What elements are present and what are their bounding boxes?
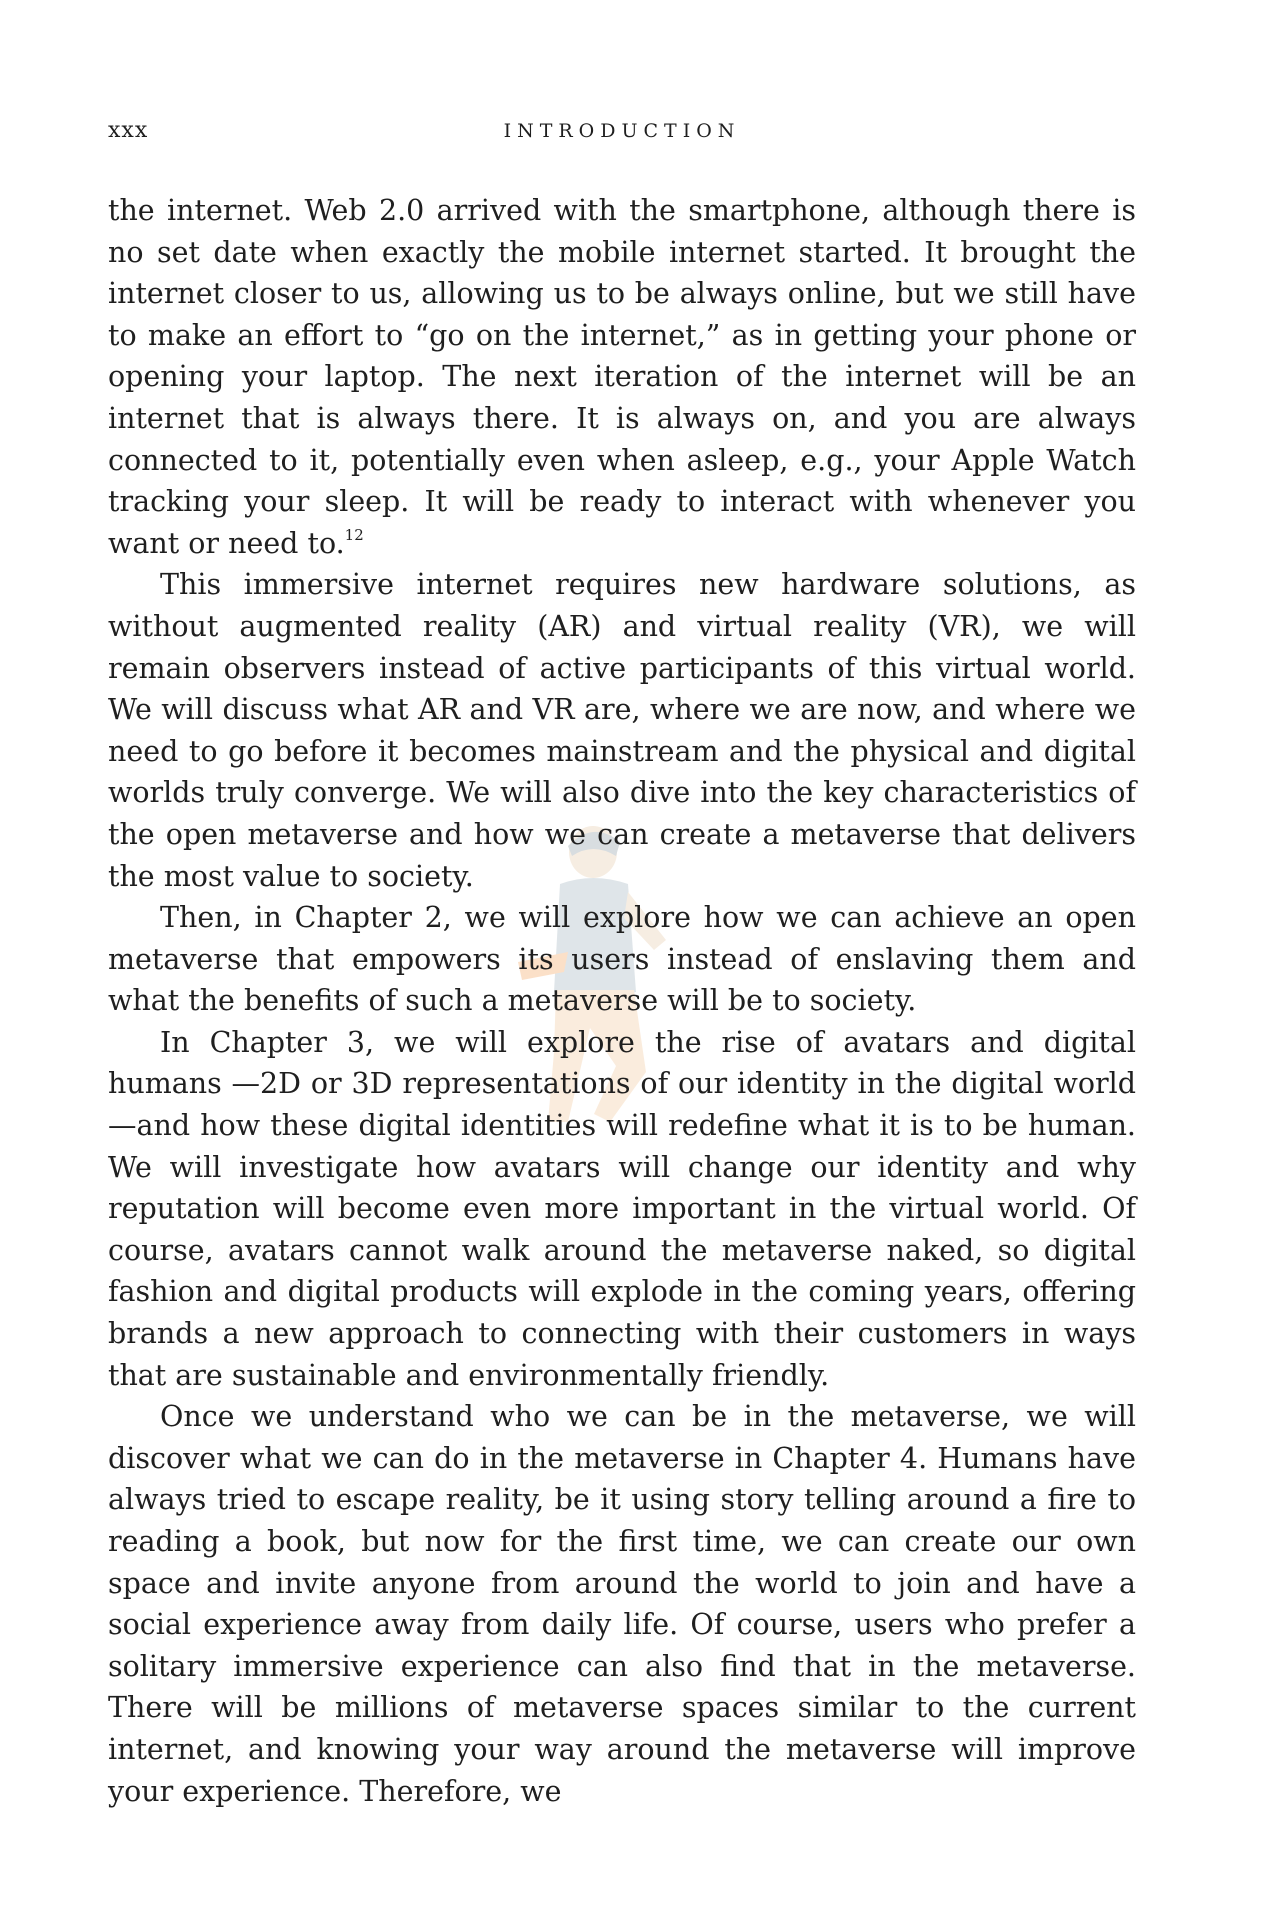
- paragraph-1-text: the internet. Web 2.0 arrived with the smartphone, although there is no set date when exactly the mobile internet started. It brought the internet closer to us, allowing us to be always online, but we still have to make an effort to “go on the internet,” as in getting your phone or opening your laptop. The next iteration of the internet will be an internet that is always there. It is always on, and you are always connected to it, potentially even when asleep, e.g., your Apple Watch tracking your sleep. It will be ready to interact with whenever you want or need to.: [108, 194, 1136, 560]
- paragraph-1: [108, 190, 1136, 564]
- body-text: [108, 190, 1136, 1812]
- running-head: [108, 118, 1136, 150]
- paragraph-4: In Chapter 3, we will explore the rise of avatars and digital humans —2D or 3D representations of our identity in the digital world—and how these digital identities will redefine what it is to be human. We will investigate how avatars will change our identity and why reputation will become even more important in the virtual world. Of course, avatars cannot walk around the metaverse naked, so digital fashion and digital products will explode in the coming years, offering brands a new approach to connecting with their customers in ways that are sustainable and environmentally friendly.: [108, 1025, 1136, 1392]
- page-number: xxx: [108, 118, 149, 143]
- footnote-reference[interactable]: 12: [344, 525, 364, 544]
- paragraph-2: This immersive internet requires new hardware solutions, as without augmented reality (AR) and virtual reality (VR), we will remain observers instead of active participants of this virtual world. We will discuss what AR and VR are, where we are now, and where we need to go before it becomes mainstream and the physical and digital worlds truly converge. We will also dive into the key characteristics of the open metaverse and how we can create a metaverse that delivers the most value to society.: [108, 568, 1136, 893]
- chapter-title: INTRODUCTION: [503, 120, 741, 142]
- paragraph-3: Then, in Chapter 2, we will explore how we can achieve an open metaverse that empowers its users instead of enslaving them and what the benefits of such a metaverse will be to society.: [108, 901, 1136, 1018]
- paragraph-5: Once we understand who we can be in the metaverse, we will discover what we can do in the metaverse in Chapter 4. Humans have always tried to escape reality, be it using story telling around a fire to reading a book, but now for the first time, we can create our own space and invite anyone from around the world to join and have a social experience away from daily life. Of course, users who prefer a solitary immersive experience can also find that in the metaverse. There will be millions of metaverse spaces similar to the current internet, and knowing your way around the metaverse will improve your experience. Therefore, we: [108, 1400, 1136, 1808]
